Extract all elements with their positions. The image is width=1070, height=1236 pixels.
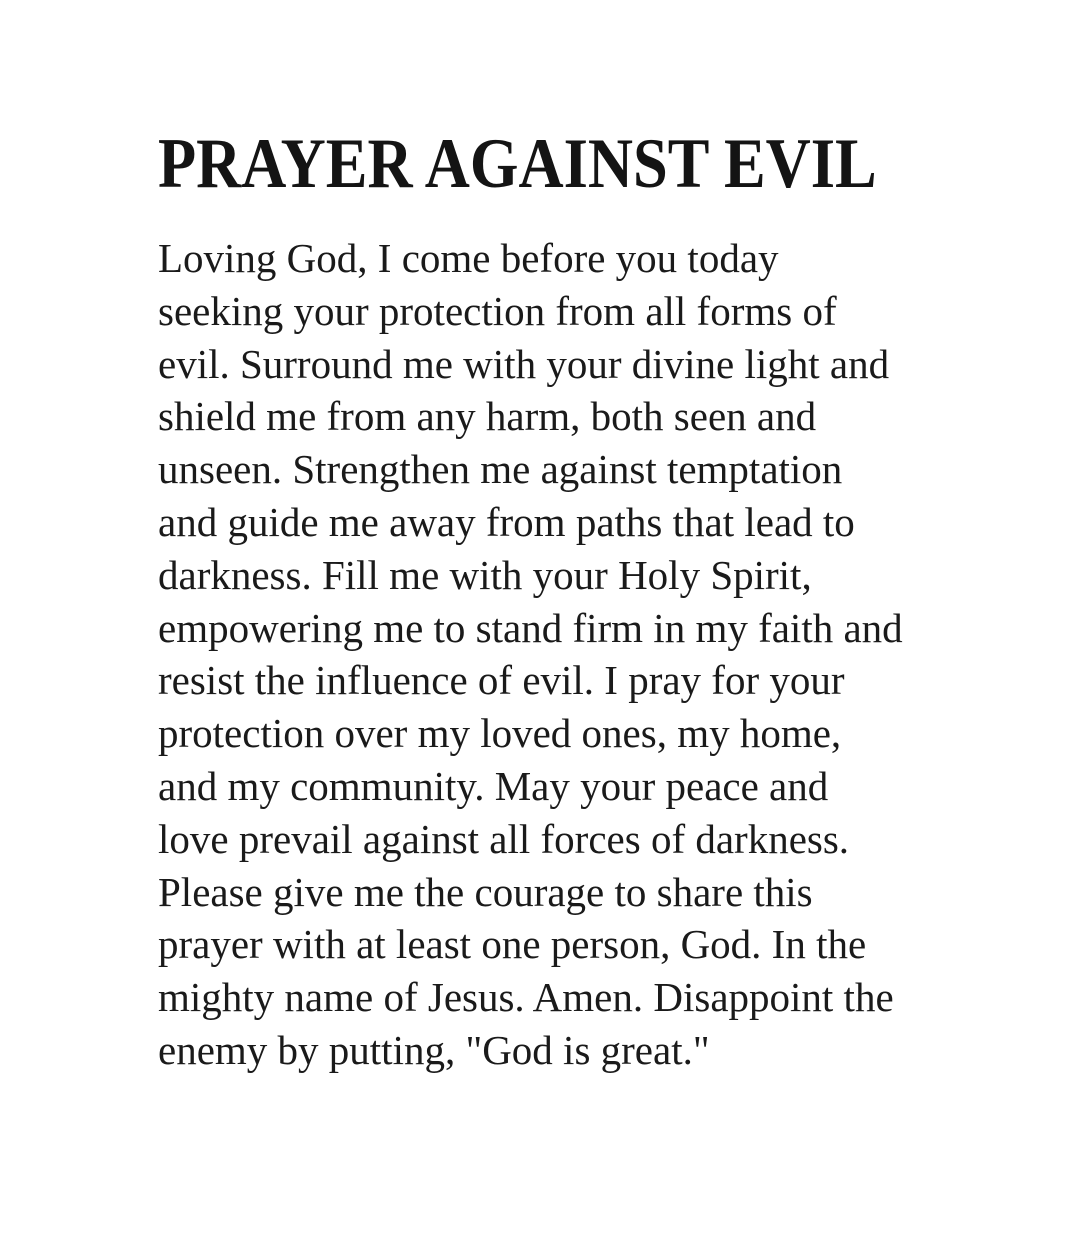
prayer-line: Loving God, I come before you today (158, 235, 779, 281)
prayer-line: resist the influence of evil. I pray for your (158, 657, 845, 704)
prayer-line: evil. Surround me with your divine light and (158, 340, 890, 387)
prayer-line: protection over my loved ones, my home, (158, 710, 842, 757)
prayer-line: prayer with at least one person, God. In the (158, 921, 867, 968)
prayer-line: shield me from any harm, both seen and (158, 393, 817, 440)
prayer-line: Please give me the courage to share this (158, 868, 813, 915)
prayer-line: darkness. Fill me with your Holy Spirit, (158, 551, 812, 598)
page-title: PRAYER AGAINST EVIL (158, 125, 877, 203)
prayer-line: empowering me to stand firm in my faith and (158, 604, 903, 651)
prayer-line: love prevail against all forces of darkness. (158, 815, 850, 862)
prayer-line: unseen. Strengthen me against temptation (158, 446, 843, 493)
prayer-line: mighty name of Jesus. Amen. Disappoint the (158, 974, 894, 1021)
prayer-line: enemy by putting, "God is great." (158, 1026, 710, 1073)
prayer-line: seeking your protection from all forms of (158, 287, 837, 334)
prayer-line: and guide me away from paths that lead to (158, 498, 855, 545)
prayer-line: and my community. May your peace and (158, 762, 829, 809)
prayer-text (158, 232, 958, 1077)
